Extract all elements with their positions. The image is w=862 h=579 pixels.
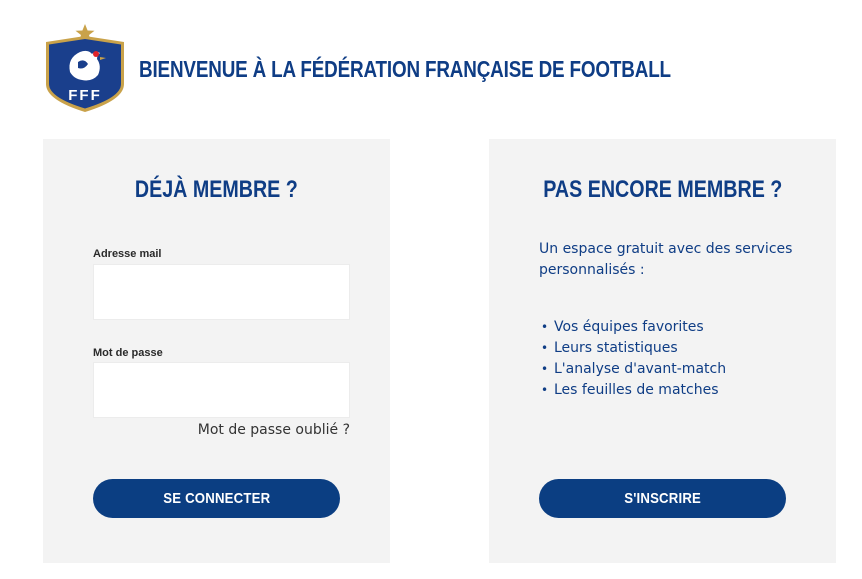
signup-button[interactable]: S'INSCRIRE (539, 479, 786, 518)
fff-crest-icon (40, 22, 130, 114)
signup-title: PAS ENCORE MEMBRE ? (542, 176, 783, 203)
login-button[interactable]: SE CONNECTER (93, 479, 340, 518)
list-item: • Les feuilles de matches (539, 380, 726, 401)
email-field[interactable] (93, 264, 350, 320)
list-item: • L'analyse d'avant-match (539, 359, 726, 380)
page-title: BIENVENUE À LA FÉDÉRATION FRANÇAISE DE FOOTBALL (139, 56, 671, 82)
fff-logo[interactable] (40, 22, 130, 114)
bullet-icon: • (541, 383, 549, 397)
svg-text:FFF: FFF (68, 87, 102, 104)
password-label: Mot de passe (93, 347, 163, 359)
login-panel (43, 139, 390, 563)
bullet-icon: • (541, 362, 549, 376)
list-item: • Vos équipes favorites (539, 317, 726, 338)
signup-intro: Un espace gratuit avec des services personnalisés : (539, 241, 793, 278)
login-title: DÉJÀ MEMBRE ? (135, 176, 298, 203)
signup-panel (489, 139, 836, 563)
bullet-icon: • (541, 320, 549, 334)
email-label: Adresse mail (93, 248, 162, 260)
forgot-password-link[interactable]: Mot de passe oublié ? (197, 422, 350, 438)
list-item: • Leurs statistiques (539, 338, 726, 359)
benefits-list (539, 317, 726, 401)
bullet-icon: • (541, 341, 549, 355)
password-field[interactable] (93, 362, 350, 418)
